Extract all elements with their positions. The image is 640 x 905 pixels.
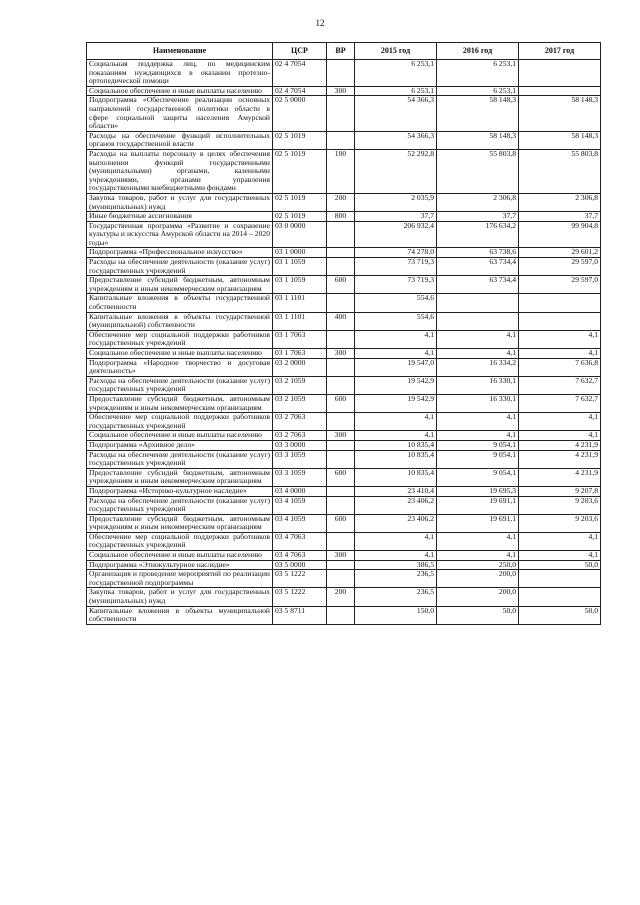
cell-2015: 554,6 xyxy=(355,312,437,330)
cell-vr: 200 xyxy=(327,193,355,211)
cell-2016: 63 734,4 xyxy=(437,258,519,276)
cell-csr: 02 5 1019 xyxy=(273,193,327,211)
cell-2016: 9 054,1 xyxy=(437,440,519,450)
table-row xyxy=(87,212,601,222)
cell-vr xyxy=(327,450,355,468)
cell-vr: 400 xyxy=(327,312,355,330)
cell-name: Социальная поддержка лиц, по медицинским показаниям нуждающихся в оказании протезно-ортопедической помощи xyxy=(87,60,273,87)
cell-vr: 100 xyxy=(327,149,355,193)
cell-2016: 63 738,6 xyxy=(437,248,519,258)
cell-2017: 9 203,6 xyxy=(519,514,601,532)
cell-csr: 02 5 1019 xyxy=(273,212,327,222)
cell-csr: 03 1 7063 xyxy=(273,349,327,359)
cell-vr xyxy=(327,486,355,496)
cell-csr: 03 3 0000 xyxy=(273,440,327,450)
cell-2016: 250,0 xyxy=(437,560,519,570)
table-row xyxy=(87,413,601,431)
cell-vr xyxy=(327,330,355,348)
cell-2017: 4,1 xyxy=(519,532,601,550)
cell-vr: 600 xyxy=(327,276,355,294)
header-2016: 2016 год xyxy=(437,43,519,60)
table-row xyxy=(87,496,601,514)
cell-2015: 386,5 xyxy=(355,560,437,570)
cell-vr: 800 xyxy=(327,212,355,222)
cell-name: Подпрограмма «Архивное дело» xyxy=(87,440,273,450)
cell-2016: 19 691,1 xyxy=(437,496,519,514)
cell-2017: 50,0 xyxy=(519,560,601,570)
cell-name: Подпрограмма «Народное творчество и досуговая деятельность» xyxy=(87,358,273,376)
cell-2017: 55 803,8 xyxy=(519,149,601,193)
cell-2017: 4,1 xyxy=(519,330,601,348)
table-row xyxy=(87,588,601,606)
table-row xyxy=(87,431,601,441)
header-2015: 2015 год xyxy=(355,43,437,60)
cell-2015: 10 835,4 xyxy=(355,440,437,450)
cell-2016: 4,1 xyxy=(437,349,519,359)
cell-2017: 7 632,7 xyxy=(519,376,601,394)
cell-vr: 300 xyxy=(327,349,355,359)
table-row xyxy=(87,551,601,561)
table-row xyxy=(87,60,601,87)
cell-vr xyxy=(327,606,355,624)
cell-name: Закупка товаров, работ и услуг для государственных (муниципальных) нужд xyxy=(87,193,273,211)
cell-name: Обеспечение мер социальной поддержки работников государственных учреждений xyxy=(87,413,273,431)
cell-2016: 58 148,3 xyxy=(437,131,519,149)
cell-2016: 4,1 xyxy=(437,431,519,441)
cell-2015: 23 410,4 xyxy=(355,486,437,496)
cell-2015: 4,1 xyxy=(355,532,437,550)
header-name: Наименование xyxy=(87,43,273,60)
cell-2016 xyxy=(437,294,519,312)
cell-2016: 200,0 xyxy=(437,570,519,588)
cell-2015: 10 835,4 xyxy=(355,450,437,468)
cell-2015: 6 253,1 xyxy=(355,86,437,96)
cell-name: Обеспечение мер социальной поддержки работников государственных учреждений xyxy=(87,330,273,348)
cell-csr: 03 2 1059 xyxy=(273,394,327,412)
budget-table xyxy=(86,42,601,625)
cell-vr xyxy=(327,96,355,131)
cell-2017: 37,7 xyxy=(519,212,601,222)
cell-name: Государственная программа «Развитие и сохранение культуры и искусства Амурской области на 2014 – 2020 годы» xyxy=(87,221,273,248)
table-row xyxy=(87,221,601,248)
cell-2015: 4,1 xyxy=(355,330,437,348)
cell-2016: 19 691,1 xyxy=(437,514,519,532)
cell-name: Расходы на обеспечение функций исполнительных органов государственной власти xyxy=(87,131,273,149)
cell-csr: 03 4 0000 xyxy=(273,486,327,496)
cell-2015: 6 253,1 xyxy=(355,60,437,87)
cell-csr: 03 4 7063 xyxy=(273,532,327,550)
cell-2016: 176 634,2 xyxy=(437,221,519,248)
cell-csr: 03 0 0000 xyxy=(273,221,327,248)
cell-2016: 16 330,1 xyxy=(437,376,519,394)
cell-vr xyxy=(327,60,355,87)
table-row xyxy=(87,394,601,412)
cell-name: Предоставление субсидий бюджетным, автономным учреждениям и иным некоммерческим организациям xyxy=(87,468,273,486)
cell-csr: 03 5 1222 xyxy=(273,570,327,588)
cell-csr: 03 2 7063 xyxy=(273,431,327,441)
cell-2015: 236,5 xyxy=(355,588,437,606)
table-row xyxy=(87,294,601,312)
cell-2017: 4,1 xyxy=(519,431,601,441)
cell-2016: 63 734,4 xyxy=(437,276,519,294)
cell-name: Социальное обеспечение и иные выплаты населению xyxy=(87,551,273,561)
cell-2017: 29 597,0 xyxy=(519,276,601,294)
cell-2015: 19 542,9 xyxy=(355,376,437,394)
cell-csr: 03 5 1222 xyxy=(273,588,327,606)
cell-vr: 600 xyxy=(327,468,355,486)
cell-vr xyxy=(327,358,355,376)
cell-csr: 03 4 1059 xyxy=(273,514,327,532)
cell-2017 xyxy=(519,570,601,588)
cell-2016: 4,1 xyxy=(437,551,519,561)
cell-vr xyxy=(327,131,355,149)
table-row xyxy=(87,570,601,588)
cell-2017: 4,1 xyxy=(519,551,601,561)
cell-name: Обеспечение мер социальной поддержки работников государственных учреждений xyxy=(87,532,273,550)
table-row xyxy=(87,376,601,394)
cell-2016 xyxy=(437,312,519,330)
cell-2015: 150,0 xyxy=(355,606,437,624)
cell-name: Подпрограмма «Профессиональное искусство» xyxy=(87,248,273,258)
cell-2017: 4,1 xyxy=(519,413,601,431)
cell-2017: 4 231,9 xyxy=(519,440,601,450)
cell-2015: 4,1 xyxy=(355,551,437,561)
cell-vr xyxy=(327,221,355,248)
cell-csr: 03 4 7063 xyxy=(273,551,327,561)
header-vr: ВР xyxy=(327,43,355,60)
cell-2016: 4,1 xyxy=(437,330,519,348)
cell-vr: 300 xyxy=(327,431,355,441)
cell-csr: 03 1 0000 xyxy=(273,248,327,258)
cell-2017: 58 148,3 xyxy=(519,96,601,131)
cell-vr: 600 xyxy=(327,514,355,532)
cell-csr: 02 5 1019 xyxy=(273,131,327,149)
cell-csr: 03 2 7063 xyxy=(273,413,327,431)
cell-csr: 02 4 7054 xyxy=(273,60,327,87)
table-row xyxy=(87,560,601,570)
cell-2015: 52 292,8 xyxy=(355,149,437,193)
cell-2017 xyxy=(519,294,601,312)
cell-2017: 29 597,0 xyxy=(519,258,601,276)
cell-name: Расходы на обеспечение деятельности (оказание услуг) государственных учреждений xyxy=(87,376,273,394)
cell-2017: 29 601,2 xyxy=(519,248,601,258)
cell-2016: 55 803,8 xyxy=(437,149,519,193)
cell-2015: 10 835,4 xyxy=(355,468,437,486)
cell-vr xyxy=(327,496,355,514)
table-row xyxy=(87,468,601,486)
cell-vr xyxy=(327,376,355,394)
cell-2015: 554,6 xyxy=(355,294,437,312)
cell-name: Расходы на выплаты персоналу в целях обеспечения выполнения функций государственными (муниципальными) органами, казенными учреждениями, органами управления государственными внебюджетными фондами xyxy=(87,149,273,193)
cell-name: Расходы на обеспечение деятельности (оказание услуг) государственных учреждений xyxy=(87,496,273,514)
cell-name: Расходы на обеспечение деятельности (оказание услуг) государственных учреждений xyxy=(87,450,273,468)
cell-name: Капитальные вложения в объекты государственной (муниципальной) собственности xyxy=(87,312,273,330)
cell-name: Социальное обеспечение и иные выплаты населению xyxy=(87,349,273,359)
cell-vr xyxy=(327,258,355,276)
cell-2015: 37,7 xyxy=(355,212,437,222)
cell-2015: 2 035,9 xyxy=(355,193,437,211)
cell-vr xyxy=(327,294,355,312)
cell-2017: 7 632,7 xyxy=(519,394,601,412)
cell-2016: 6 253,1 xyxy=(437,60,519,87)
cell-name: Капитальные вложения в объекты государственной собственности xyxy=(87,294,273,312)
cell-2017 xyxy=(519,312,601,330)
cell-2017: 4 231,9 xyxy=(519,468,601,486)
cell-vr xyxy=(327,440,355,450)
cell-name: Организация и проведение мероприятий по реализации государственной подпрограммы xyxy=(87,570,273,588)
cell-name: Расходы на обеспечение деятельности (оказание услуг) государственных учреждений xyxy=(87,258,273,276)
cell-name: Предоставление субсидий бюджетным, автономным учреждениям и иным некоммерческим организациям xyxy=(87,514,273,532)
table-row xyxy=(87,193,601,211)
cell-name: Социальное обеспечение и иные выплаты населению xyxy=(87,431,273,441)
header-csr: ЦСР xyxy=(273,43,327,60)
table-row xyxy=(87,131,601,149)
cell-2017: 99 904,8 xyxy=(519,221,601,248)
table-row xyxy=(87,330,601,348)
table-row xyxy=(87,358,601,376)
cell-vr xyxy=(327,413,355,431)
cell-vr xyxy=(327,532,355,550)
cell-2016: 6 253,1 xyxy=(437,86,519,96)
cell-csr: 02 5 1019 xyxy=(273,149,327,193)
cell-name: Социальное обеспечение и иные выплаты населению xyxy=(87,86,273,96)
cell-name: Предоставление субсидий бюджетным, автономным учреждениям и иным некоммерческим организациям xyxy=(87,394,273,412)
table-header-row xyxy=(87,43,601,60)
cell-vr: 200 xyxy=(327,588,355,606)
cell-2015: 73 719,3 xyxy=(355,258,437,276)
cell-2017: 7 636,8 xyxy=(519,358,601,376)
table-row xyxy=(87,248,601,258)
table-row xyxy=(87,450,601,468)
cell-2017: 9 207,8 xyxy=(519,486,601,496)
cell-2017: 4,1 xyxy=(519,349,601,359)
cell-name: Закупка товаров, работ и услуг для государственных (муниципальных) нужд xyxy=(87,588,273,606)
table-row xyxy=(87,258,601,276)
cell-2015: 23 406,2 xyxy=(355,496,437,514)
cell-csr: 03 4 1059 xyxy=(273,496,327,514)
cell-2015: 4,1 xyxy=(355,413,437,431)
cell-name: Капитальные вложения в объекты муниципальной собственности xyxy=(87,606,273,624)
table-row xyxy=(87,349,601,359)
cell-2016: 19 695,3 xyxy=(437,486,519,496)
table-row xyxy=(87,96,601,131)
cell-2015: 23 406,2 xyxy=(355,514,437,532)
cell-2016: 2 306,8 xyxy=(437,193,519,211)
cell-csr: 03 2 1059 xyxy=(273,376,327,394)
cell-2017 xyxy=(519,588,601,606)
cell-2017 xyxy=(519,60,601,87)
cell-csr: 03 3 1059 xyxy=(273,468,327,486)
cell-csr: 03 1 1059 xyxy=(273,258,327,276)
cell-vr xyxy=(327,560,355,570)
cell-csr: 03 1 1101 xyxy=(273,312,327,330)
cell-name: Предоставление субсидий бюджетным, автономным учреждениям и иным некоммерческим организациям xyxy=(87,276,273,294)
cell-2015: 4,1 xyxy=(355,431,437,441)
cell-csr: 02 5 0000 xyxy=(273,96,327,131)
cell-2015: 19 547,0 xyxy=(355,358,437,376)
cell-2016: 9 054,1 xyxy=(437,468,519,486)
cell-2015: 4,1 xyxy=(355,349,437,359)
cell-csr: 03 1 1101 xyxy=(273,294,327,312)
table-row xyxy=(87,312,601,330)
table-row xyxy=(87,276,601,294)
cell-csr: 03 1 1059 xyxy=(273,276,327,294)
cell-csr: 03 5 0000 xyxy=(273,560,327,570)
cell-vr xyxy=(327,248,355,258)
cell-name: Подпрограмма «Обеспечение реализации основных направлений государственной политики области в сфере социальной защиты населения Амурской области» xyxy=(87,96,273,131)
cell-2017: 4 231,9 xyxy=(519,450,601,468)
table-row xyxy=(87,440,601,450)
cell-2016: 4,1 xyxy=(437,413,519,431)
table-row xyxy=(87,606,601,624)
cell-2015: 74 278,0 xyxy=(355,248,437,258)
cell-name: Подпрограмма «Историко-культурное наследие» xyxy=(87,486,273,496)
cell-2015: 73 719,3 xyxy=(355,276,437,294)
cell-csr: 02 4 7054 xyxy=(273,86,327,96)
table-row xyxy=(87,86,601,96)
cell-vr xyxy=(327,570,355,588)
cell-2016: 200,0 xyxy=(437,588,519,606)
cell-vr: 300 xyxy=(327,86,355,96)
table-body xyxy=(87,60,601,625)
cell-name: Подпрограмма «Этнокультурное наследие» xyxy=(87,560,273,570)
cell-2017: 58 148,3 xyxy=(519,131,601,149)
table-row xyxy=(87,532,601,550)
cell-csr: 03 3 1059 xyxy=(273,450,327,468)
cell-vr: 600 xyxy=(327,394,355,412)
cell-2016: 16 334,2 xyxy=(437,358,519,376)
header-2017: 2017 год xyxy=(519,43,601,60)
table-row xyxy=(87,514,601,532)
page-number: 12 xyxy=(315,18,325,28)
cell-vr: 300 xyxy=(327,551,355,561)
cell-2017: 2 306,8 xyxy=(519,193,601,211)
cell-2017: 9 203,6 xyxy=(519,496,601,514)
cell-2015: 54 366,3 xyxy=(355,96,437,131)
cell-2015: 54 366,3 xyxy=(355,131,437,149)
cell-csr: 03 5 8711 xyxy=(273,606,327,624)
table-row xyxy=(87,149,601,193)
cell-2016: 50,0 xyxy=(437,606,519,624)
table-row xyxy=(87,486,601,496)
cell-2016: 58 148,3 xyxy=(437,96,519,131)
cell-2015: 206 932,4 xyxy=(355,221,437,248)
cell-2016: 37,7 xyxy=(437,212,519,222)
cell-name: Иные бюджетные ассигнования xyxy=(87,212,273,222)
cell-2016: 9 054,1 xyxy=(437,450,519,468)
cell-2015: 19 542,9 xyxy=(355,394,437,412)
cell-2016: 4,1 xyxy=(437,532,519,550)
cell-2016: 16 330,1 xyxy=(437,394,519,412)
cell-2017: 50,0 xyxy=(519,606,601,624)
cell-csr: 03 2 0000 xyxy=(273,358,327,376)
cell-csr: 03 1 7063 xyxy=(273,330,327,348)
cell-2015: 236,5 xyxy=(355,570,437,588)
